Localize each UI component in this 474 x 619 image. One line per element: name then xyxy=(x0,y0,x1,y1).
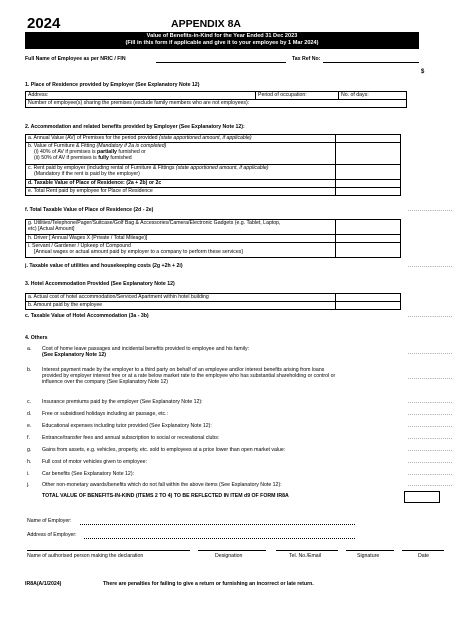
value-2j[interactable]: ....................... xyxy=(408,263,453,269)
date-line[interactable] xyxy=(402,550,444,551)
row-4h: Full cost of motor vehicles given to employee: xyxy=(42,459,147,465)
row-4j: Other non-monetary awards/benefits which do not fall within the above items (See Explanatory Note 12): xyxy=(42,482,282,488)
penalty-notice: There are penalties for failing to give a return or furnishing an incorrect or late return. xyxy=(103,581,314,587)
auth-name-line[interactable] xyxy=(27,550,190,551)
address-cell[interactable] xyxy=(26,92,256,100)
employer-name-label: Name of Employer: xyxy=(27,518,72,524)
text-2c-note: (state apportioned amount, if applicable) xyxy=(175,165,269,171)
tel-line[interactable] xyxy=(276,550,338,551)
year-heading: 2024 xyxy=(27,15,61,32)
letter-4d: d. xyxy=(27,411,32,417)
value-4i[interactable]: ....................... xyxy=(408,471,453,477)
value-2f[interactable]: ....................... xyxy=(408,207,453,213)
letter-4e: e. xyxy=(27,423,32,429)
text-4b-2: provided by employer interest free or at a rate below market rate to the employee who has substantial shareholding or control or xyxy=(42,373,336,380)
text-2i: i. Servant / Gardener / Upkeep of Compound xyxy=(28,243,131,249)
tel-caption: Tel. No./Email xyxy=(289,553,321,559)
value-4f[interactable]: ....................... xyxy=(408,435,453,441)
value-4d[interactable]: ....................... xyxy=(408,411,453,417)
value-4a[interactable]: ....................... xyxy=(408,350,453,356)
value-2c[interactable] xyxy=(336,165,401,180)
text-4a-note: (See Explanatory Note 12) xyxy=(42,352,107,359)
value-2e[interactable] xyxy=(336,188,401,196)
section-2-table-a-e xyxy=(25,134,401,196)
text-4b-1: Interest payment made by the employer to a third party on behalf of an employee and/or interest benefits arising from loans xyxy=(42,367,325,373)
total-bik-box[interactable] xyxy=(404,491,440,503)
value-2d[interactable] xyxy=(336,180,401,188)
designation-line[interactable] xyxy=(198,550,266,551)
value-3a[interactable] xyxy=(336,294,401,302)
text-2b-i: (i) 40% of AV if premises is xyxy=(34,149,98,156)
text-2a-note: (state apportioned amount, if applicable) xyxy=(159,135,252,141)
letter-4j: j. xyxy=(27,482,30,488)
row-4b xyxy=(42,367,402,386)
letter-4a: a. xyxy=(27,346,32,352)
banner-line-2: (Fill in this form if applicable and give it to your employee by 1 Mar 2024) xyxy=(125,40,319,46)
text-2g-2: etc) [Actual Amount] xyxy=(28,226,75,233)
employer-address-field[interactable] xyxy=(84,538,355,539)
text-2b: b. Value of Furniture & Fitting xyxy=(28,143,97,149)
row-3b: b. Amount paid by the employee xyxy=(26,302,336,310)
signature-line[interactable] xyxy=(346,550,394,551)
auth-name-caption: Name of authorised person making the declaration xyxy=(27,553,144,559)
value-4e[interactable]: ....................... xyxy=(408,423,453,429)
letter-4g: g. xyxy=(27,447,32,453)
letter-4c: c. xyxy=(27,399,32,405)
value-2g[interactable] xyxy=(336,220,401,235)
text-2b-ii: (ii) 50% of AV if premises is xyxy=(34,155,99,162)
days-label: No. of days: xyxy=(341,92,369,98)
sharing-label: Number of employee(s) sharing the premises (exclude family members who are not employees): xyxy=(28,100,250,106)
value-4c[interactable]: ....................... xyxy=(408,399,453,405)
row-2g xyxy=(26,220,336,235)
row-3c: c. Taxable Value of Hotel Accommodation (3a - 3b) xyxy=(25,313,149,319)
address-label: Address: xyxy=(28,92,49,98)
row-2a xyxy=(26,135,336,143)
section-2-table-g-i xyxy=(25,219,401,258)
row-2c xyxy=(26,165,336,180)
value-4h[interactable]: ....................... xyxy=(408,459,453,465)
form-code: IR8A(A/1/2024) xyxy=(25,581,62,587)
value-4b[interactable]: ....................... xyxy=(408,375,453,381)
employee-name-label: Full Name of Employee as per NRIC / FIN xyxy=(25,56,126,62)
value-2b[interactable] xyxy=(336,143,401,165)
section-1-title: 1. Place of Residence provided by Employer (See Explanatory Note 12) xyxy=(25,82,200,88)
row-2i xyxy=(26,243,336,258)
section-2-title: 2. Accommodation and related benefits provided by Employer (See Explanatory Note 12): xyxy=(25,124,245,130)
letter-4h: h. xyxy=(27,459,32,465)
section-3-title: 3. Hotel Accommodation Provided (See Explanatory Note 12) xyxy=(25,281,175,287)
value-2i[interactable] xyxy=(336,243,401,258)
value-2h[interactable] xyxy=(336,235,401,243)
value-4g[interactable]: ....................... xyxy=(408,447,453,453)
designation-caption: Designation xyxy=(215,553,243,559)
section-1-table xyxy=(25,91,407,108)
date-caption: Date xyxy=(418,553,429,559)
text-2b-ii-end: furnished xyxy=(108,155,132,162)
letter-4i: i. xyxy=(27,471,30,477)
row-3a: a. Actual cost of hotel accommodation/Serviced Apartment within hotel building xyxy=(26,294,336,302)
row-2e: e. Total Rent paid by employee for Place of Residence xyxy=(26,188,336,196)
text-2b-note: (Mandatory if 2a is completed) xyxy=(96,143,167,149)
letter-4b: b. xyxy=(27,367,32,373)
row-4a xyxy=(42,346,249,358)
text-4a: Cost of home leave passages and incidental benefits provided to employee and his family: xyxy=(42,346,250,352)
value-4j[interactable]: ....................... xyxy=(408,482,453,488)
employee-name-field[interactable] xyxy=(156,62,286,63)
section-4-title: 4. Others xyxy=(25,335,48,341)
employer-address-label: Address of Employer: xyxy=(27,532,77,538)
signature-caption: Signature xyxy=(357,553,380,559)
currency-symbol: $ xyxy=(421,69,425,75)
value-3c[interactable]: ....................... xyxy=(408,313,453,319)
text-2c-mandatory: (Mandatory if the rent is paid by the employer) xyxy=(34,171,140,178)
total-bik-label: TOTAL VALUE OF BENEFITS-IN-KIND (ITEMS 2 TO 4) TO BE REFLECTED IN ITEM d9 OF FORM IR8A xyxy=(42,493,289,499)
text-2a: a. Annual Value (AV) of Premises for the period provided xyxy=(28,135,160,141)
period-label: Period of occupation: xyxy=(258,92,307,98)
row-4g: Gains from assets, e.g. vehicles, property, etc. sold to employees at a price lower than open market value: xyxy=(42,447,286,453)
text-2c: c. Rent paid by employer (including rental of Furniture & Fittings xyxy=(28,165,176,171)
row-2d: d. Taxable Value of Place of Residence: (2a + 2b) or 2c xyxy=(26,180,336,188)
banner-line-1: Value of Benefits-in-Kind for the Year Ended 31 Dec 2023 xyxy=(146,33,298,39)
period-cell[interactable] xyxy=(256,92,339,100)
row-4d: Free or subsidised holidays including air passage, etc.: xyxy=(42,411,169,417)
row-4i: Car benefits (See Explanatory Note 12): xyxy=(42,471,134,477)
text-2i-2: [Annual wages or actual amount paid by employer to a company to perform these services] xyxy=(34,249,243,256)
tax-ref-field[interactable] xyxy=(323,62,419,63)
days-cell[interactable] xyxy=(339,92,407,100)
employer-name-field[interactable] xyxy=(80,524,355,525)
title-banner xyxy=(25,32,419,49)
text-4b-3: influence over the company (See Explanatory Note 12) xyxy=(42,379,169,386)
section-3-table xyxy=(25,293,401,310)
tax-ref-label: Tax Ref No: xyxy=(292,56,321,62)
sharing-cell[interactable] xyxy=(26,100,407,108)
text-2b-i-end: furnished or xyxy=(116,149,146,156)
text-partially: partially xyxy=(97,149,117,156)
text-fully: fully xyxy=(98,155,109,162)
letter-4f: f. xyxy=(27,435,30,441)
row-2j: j. Taxable value of utilities and housekeeping costs (2g +2h + 2i) xyxy=(25,263,183,269)
row-2b xyxy=(26,143,336,165)
row-2f: f. Total Taxable Value of Place of Residence (2d - 2e) xyxy=(25,207,154,213)
row-4e: Educational expenses including tutor provided (See Explanatory Note 12): xyxy=(42,423,212,429)
appendix-title: APPENDIX 8A xyxy=(171,18,242,30)
row-4c: Insurance premiums paid by the employer (See Explanatory Note 12): xyxy=(42,399,203,405)
value-2a[interactable] xyxy=(336,135,401,143)
value-3b[interactable] xyxy=(336,302,401,310)
text-2g: g. Utilities/Telephone/Pager/Suitcase/Golf Bag & Accessories/Camera/Electronic Gadgets (e.g. Tablet, Laptop, xyxy=(28,220,281,226)
row-4f: Entrance/transfer fees and annual subscription to social or recreational clubs: xyxy=(42,435,220,441)
row-2h: h. Driver [ Annual Wages X (Private / Total Mileage)] xyxy=(26,235,336,243)
